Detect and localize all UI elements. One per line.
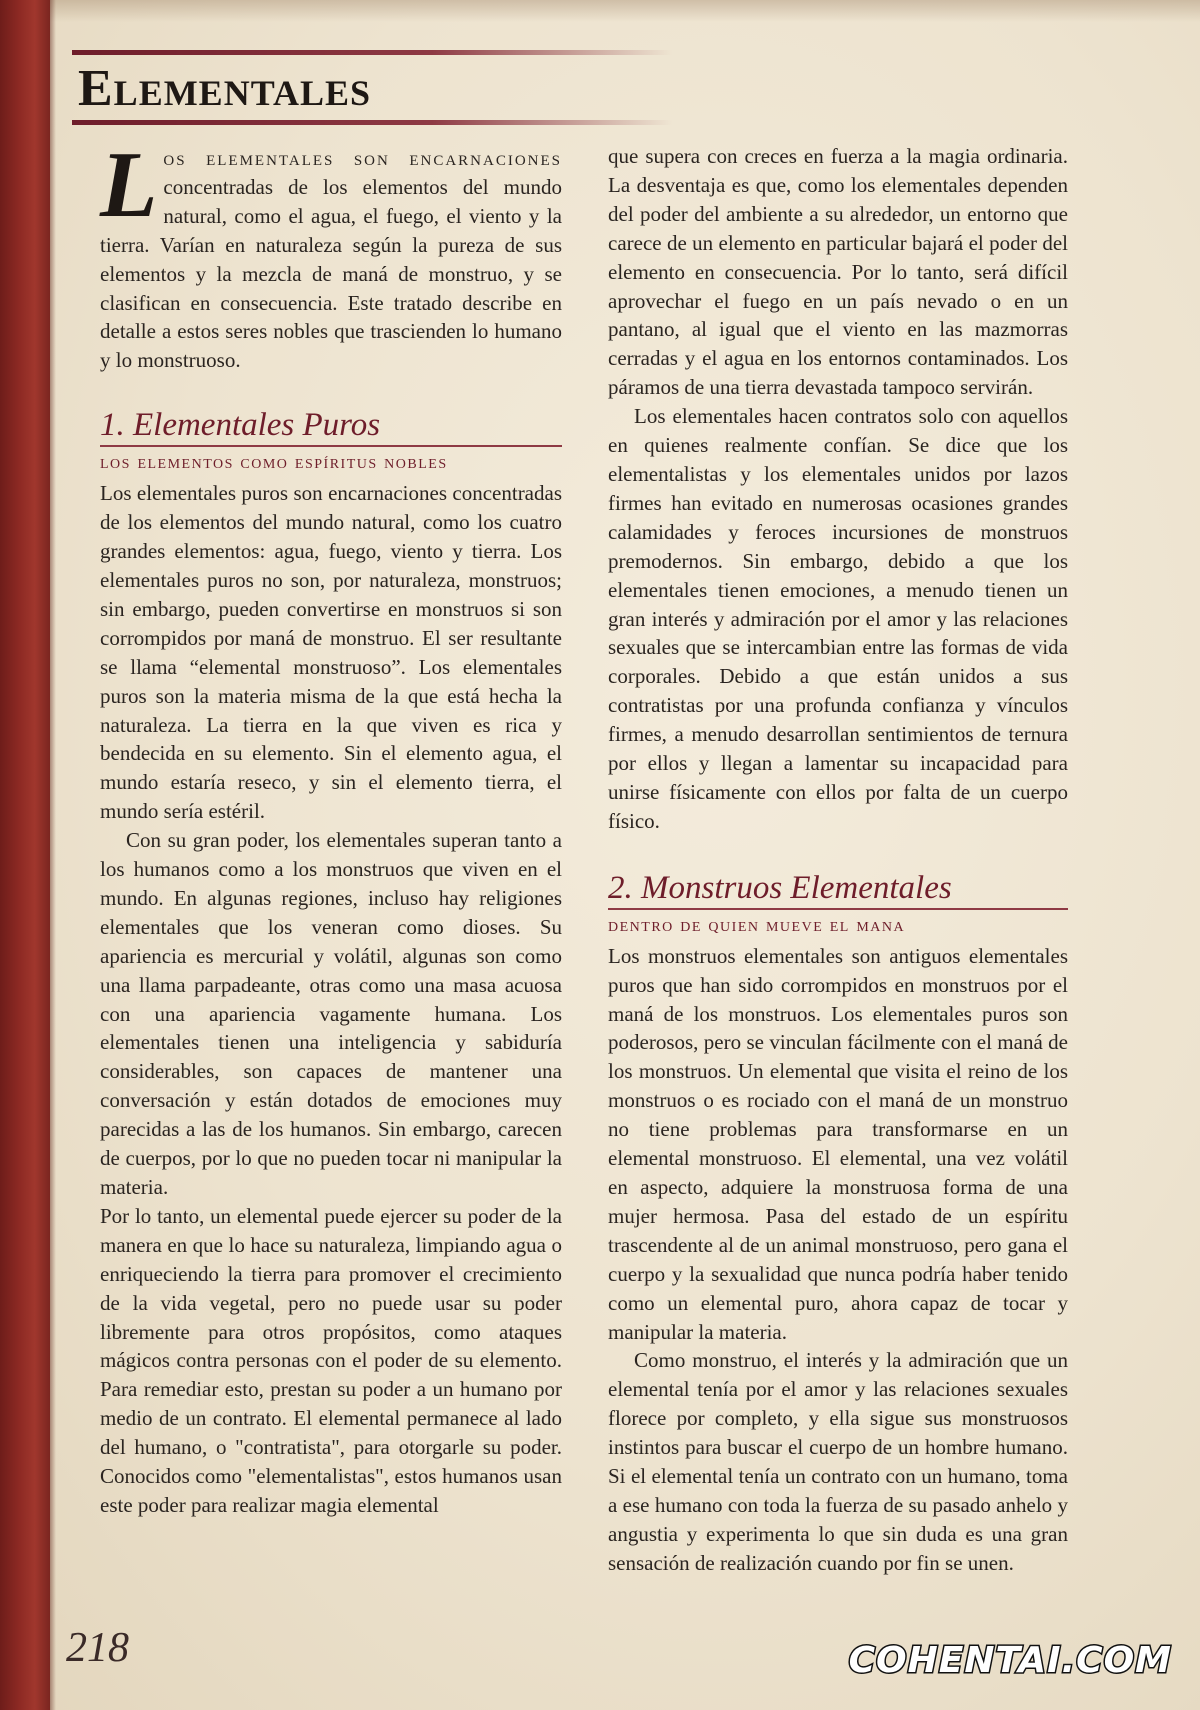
title-rule-top (72, 50, 672, 55)
watermark-logo: COHENTAI.COM (848, 1640, 1172, 1681)
body-paragraph: que supera con creces en fuerza a la magia ordinaria. La desventaja es que, como los elementales dependen del poder del ambiente a su alrededor, un entorno que carece de un elemento en particular bajará el poder del elemento en consecuencia. Por lo tanto, será difícil aprovechar el fuego en un país nevado o en un pantano, al igual que el viento en las mazmorras cerradas y el agua en los entornos contaminados. Los páramos de una tierra devastada tampoco servirán. (608, 144, 1068, 400)
intro-lead: os elementales son encarnaciones (163, 146, 562, 170)
left-column (100, 133, 562, 1520)
intro-text: concentradas de los elementos del mundo natural, como el agua, el fuego, el viento y la tierra. Varían en naturaleza según la pureza de sus elementos y la mezcla de maná de monstruo, y se clasifican en consecuencia. Este tratado describe en detalle a estos seres nobles que trascienden lo humano y lo monstruoso. (100, 174, 562, 373)
section-heading-monstruos-elementales: 2. Monstruos Elementales (608, 868, 1068, 910)
body-paragraph: Los monstruos elementales son antiguos elementales puros que han sido corrompidos en monstruos por el maná de los monstruos. Los elementales puros son poderosos, pero se vinculan fácilmente con el maná de los monstruos. Un elemental que visita el reino de los monstruos o es rociado con el maná de un monstruo no tiene problemas para transformarse en un elemental monstruoso. El elemental, una vez volátil en aspecto, adquiere la monstruosa forma de una mujer hermosa. Pasa del estado de un espíritu trascendente al de un animal monstruoso, pero gana el cuerpo y la sexualidad que nunca podría haber tenido como un elemental puro, ahora capaz de tocar y manipular la materia. (608, 943, 1068, 1344)
page-number: 218 (66, 1625, 129, 1671)
body-paragraph: Los elementales hacen contratos solo con aquellos en quienes realmente confían. Se dice que los elementalistas y los elementales unidos por lazos firmes han evitado en numerosas ocasiones grandes calamidades y feroces incursiones de monstruos premodernos. Sin embargo, debido a que los elementales tienen emociones, a menudo tienen un gran interés y admiración por el amor y las relaciones sexuales que se intercambian entre las formas de vida corporales. Debido a que están unidos a sus contratistas por una profunda confianza y vínculos firmes, a menudo desarrollan sentimientos de ternura por ellos y llegan a lamentar su incapacidad para unirse físicamente con ellos por falta de un cuerpo físico. (608, 404, 1068, 833)
drop-cap: L (100, 133, 158, 237)
right-column (608, 142, 1068, 1578)
section-heading-elementales-puros: 1. Elementales Puros (100, 405, 562, 447)
body-paragraph: Con su gran poder, los elementales superan tanto a los humanos como a los monstruos que viven en el mundo. En algunas regiones, incluso hay religiones elementales que los veneran como dioses. Su apariencia es mercurial y volátil, algunas son como una llama parpadeante, otras como una masa acuosa con una apariencia vagamente humana. Los elementales tienen una inteligencia y sabiduría considerables, son capaces de mantener una conversación y están dotados de emociones muy parecidas a las de los humanos. Sin embargo, carecen de cuerpos, por lo que no pueden tocar ni manipular la materia. (100, 828, 562, 1199)
page-title: Elementales (78, 60, 372, 117)
top-edge-shadow (50, 0, 1200, 22)
intro-paragraph (100, 133, 562, 375)
section-subheading-monstruos-elementales: dentro de quien mueve el mana (608, 913, 906, 936)
title-rule-bottom (72, 120, 672, 125)
body-paragraph: Los elementales puros son encarnaciones concentradas de los elementos del mundo natural, como los cuatro grandes elementos: agua, fuego, viento y tierra. Los elementales puros no son, por naturaleza, monstruos; sin embargo, pueden convertirse en monstruos si son corrompidos por maná de monstruo. El ser resultante se llama “elemental monstruoso”. Los elementales puros son la materia misma de la que está hecha la naturaleza. La tierra en la que viven es rica y bendecida en su elemento. Sin el elemento agua, el mundo estaría reseco, y sin el elemento tierra, el mundo sería estéril. (100, 481, 562, 824)
body-paragraph: Como monstruo, el interés y la admiración que un elemental tenía por el amor y las relaciones sexuales florece por completo, y ella sigue sus monstruosos instintos para buscar el cuerpo de un hombre humano. Si el elemental tenía un contrato con un humano, toma a ese humano con toda la fuerza de su pasado anhelo y angustia y experimenta lo que sin duda es una gran sensación de realización cuando por fin se unen. (608, 1348, 1068, 1575)
section-subheading-elementales-puros: los elementos como espíritus nobles (100, 451, 448, 474)
body-paragraph: Por lo tanto, un elemental puede ejercer su poder de la manera en que lo hace su naturaleza, limpiando agua o enriqueciendo la tierra para promover el crecimiento de la vida vegetal, pero no puede usar su poder libremente para otros propósitos, como ataques mágicos contra personas con el poder de su elemento. Para remediar esto, prestan su poder a un humano por medio de un contrato. El elemental permanece al lado del humano, o "contratista", para otorgarle su poder. Conocidos como "elementalistas", estos humanos usan este poder para realizar magia elemental (100, 1203, 562, 1517)
left-decorative-border (0, 0, 50, 1710)
